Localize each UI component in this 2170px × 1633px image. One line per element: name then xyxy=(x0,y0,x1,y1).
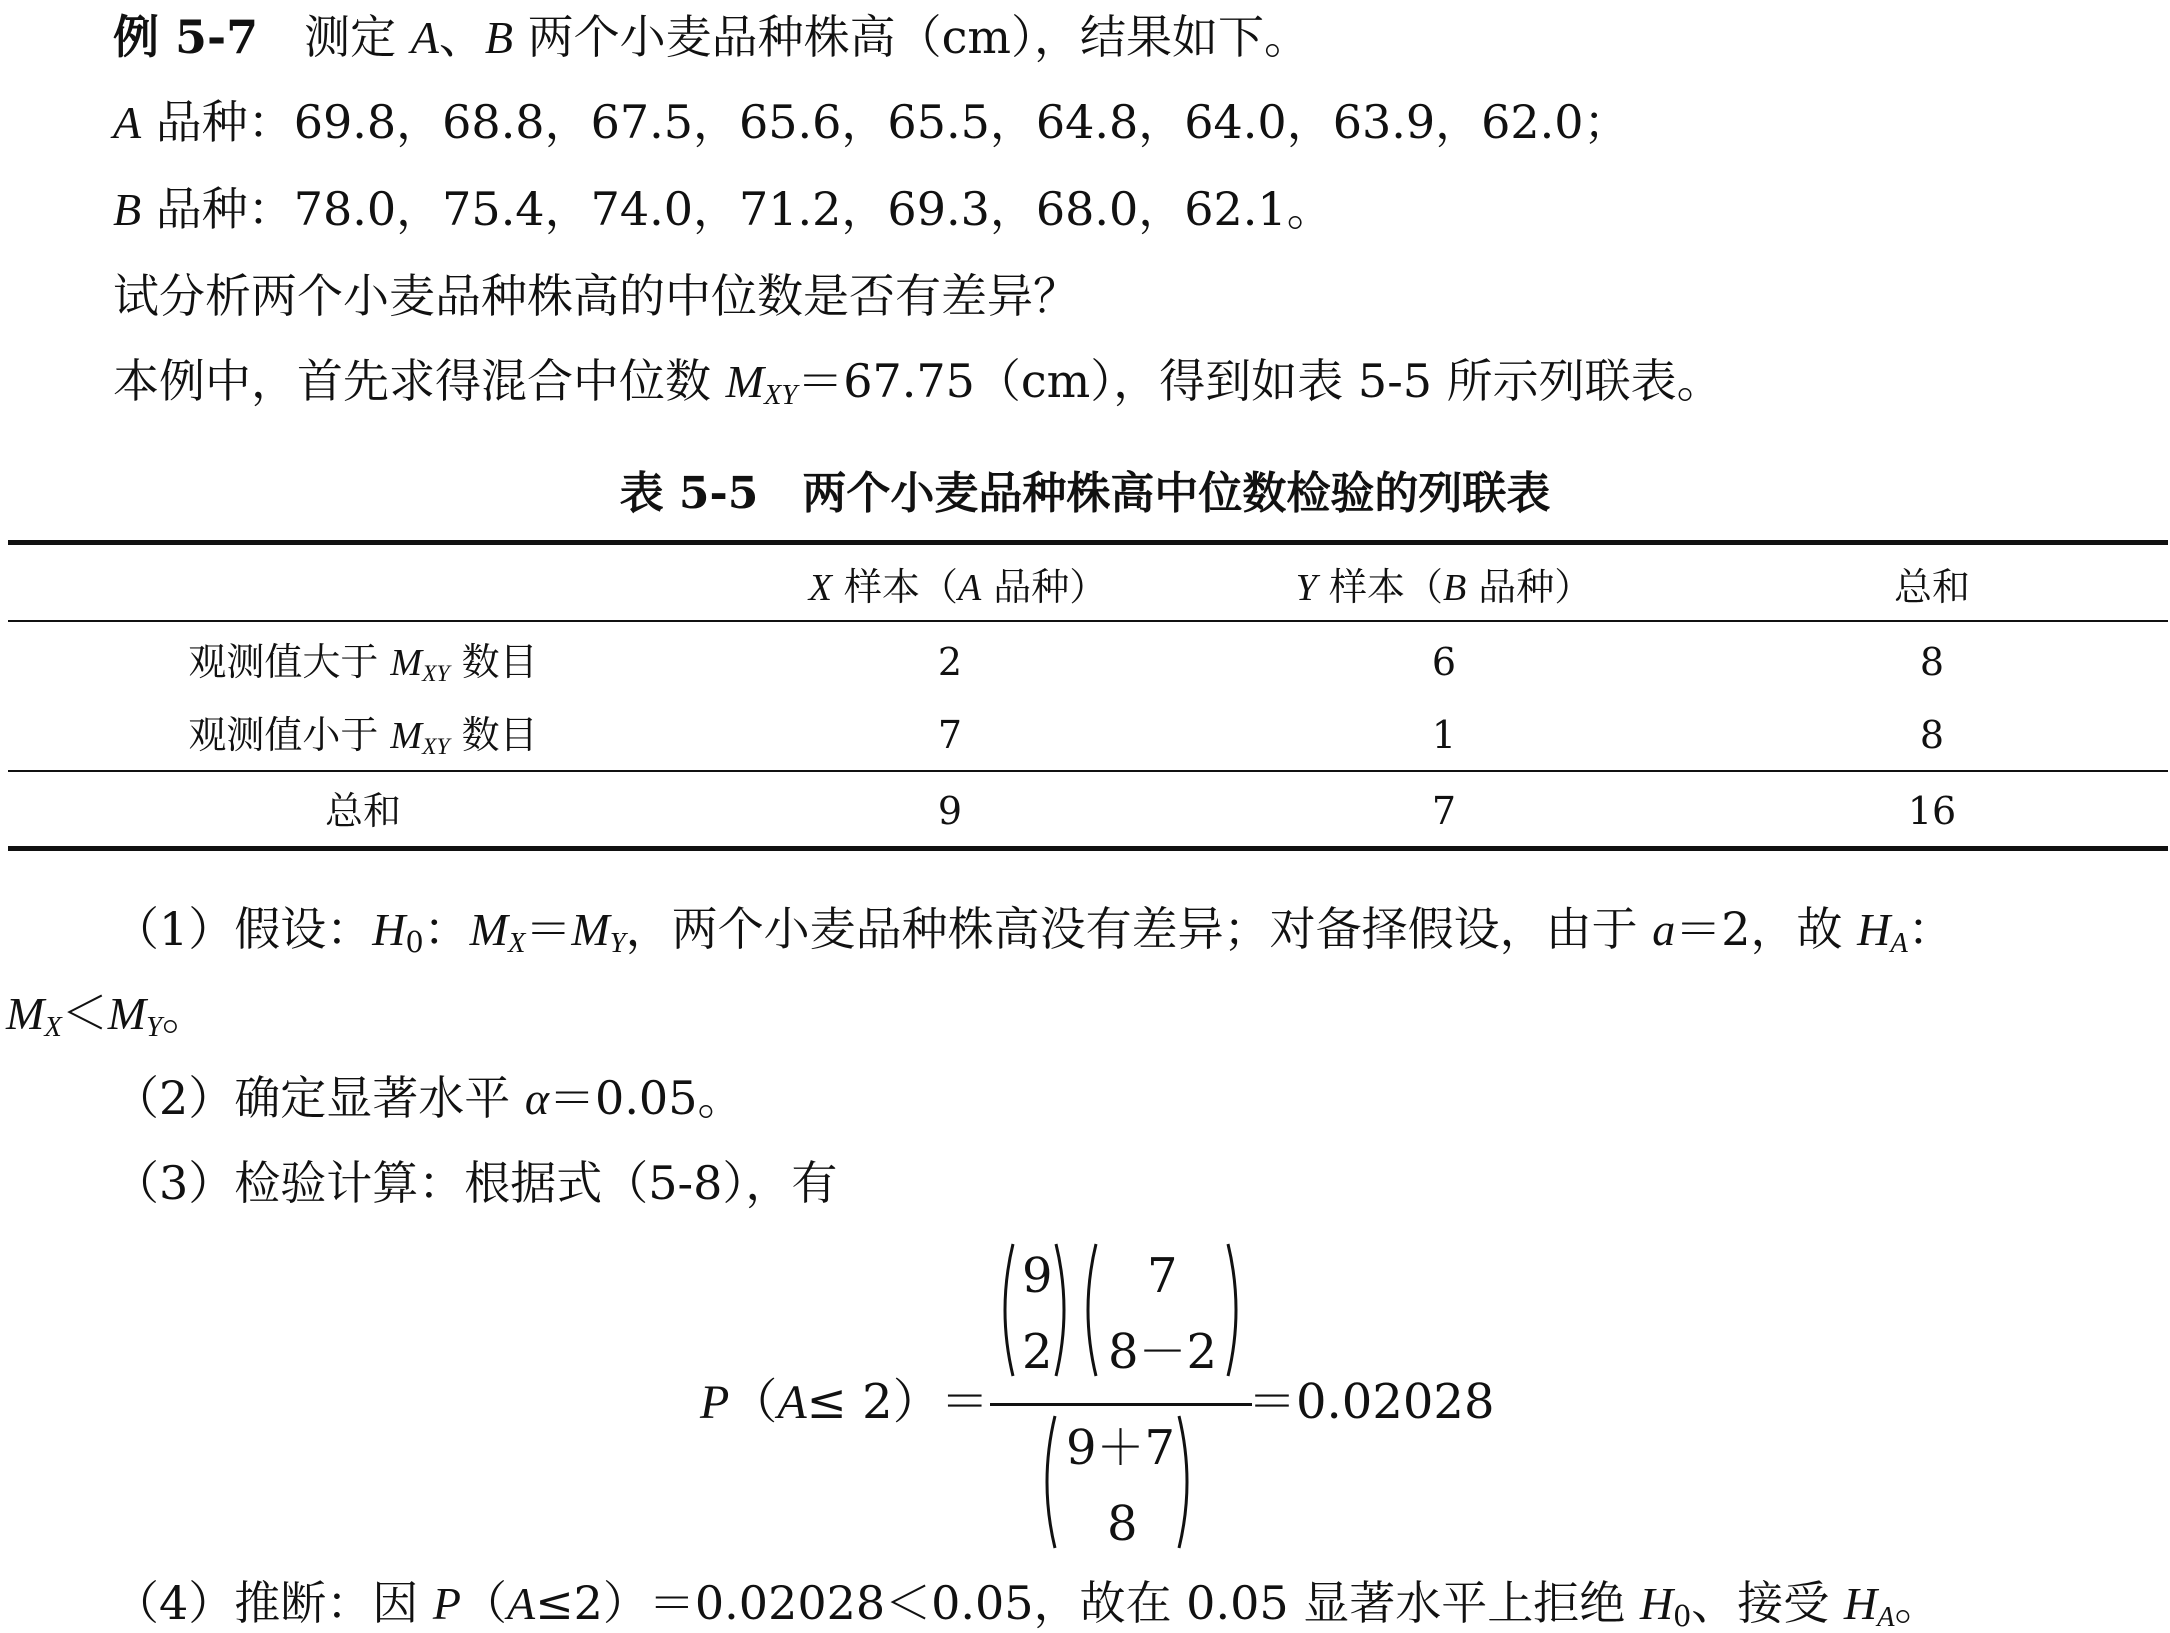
median-statement: 本例中，首先求得混合中位数 $M_{XY}=67.75(cm)$，得到如表 5-5 所示列联表。 xyxy=(113,354,1723,412)
formula-lhs: P（A≤ 2）＝ xyxy=(700,1374,989,1430)
binomial-left-paren xyxy=(1078,1240,1100,1380)
header-total: 总和 xyxy=(1893,565,1971,609)
table-bottom-rule xyxy=(8,846,2168,851)
step-1-hypothesis: （1）假设：$H_0$：$M_X=M_Y$，两个小麦品种株高没有差异；对备择假设，由于 a＝2，故 $H_A$： xyxy=(113,902,1954,960)
step-3-calculation: （3）检验计算：根据式（5-8），有 xyxy=(113,1156,838,1210)
probability-formula xyxy=(700,1240,1500,1560)
example-statement xyxy=(113,10,1310,64)
variety-a-data: A 品种：69.8，68.8，67.5，65.6，65.5，64.8，64.0，63.9，62.0； xyxy=(113,95,1630,149)
example-label: 例 5-7 xyxy=(113,10,259,64)
step-4-inference: （4）推断：因 P（A≤2）＝0.02028＜0.05，故在 0.05 显著水平上拒绝 $H_0$、接受 $H_A$。 xyxy=(113,1576,1941,1633)
cell-total-total: 16 xyxy=(1907,789,1957,833)
binomial-right-paren xyxy=(1224,1240,1246,1380)
cell-less-total: 8 xyxy=(1919,713,1945,757)
row-label-less: 观测值小于 $M_{XY}$ 数目 xyxy=(188,713,538,760)
row-label-total: 总和 xyxy=(324,789,402,833)
binomial-7-6-top: 7 xyxy=(1147,1248,1178,1304)
row-label-greater: 观测值大于 $M_{XY}$ 数目 xyxy=(188,640,538,687)
binomial-left-paren xyxy=(1037,1412,1059,1552)
cell-greater-y: 6 xyxy=(1431,640,1457,684)
variety-b-data: B 品种：78.0，75.4，74.0，71.2，69.3，68.0，62.1。 xyxy=(113,182,1333,236)
binomial-right-paren xyxy=(1052,1240,1074,1380)
binomial-right-paren xyxy=(1175,1412,1197,1552)
cell-greater-x: 2 xyxy=(937,640,963,684)
formula-result: ＝0.02028 xyxy=(1248,1374,1495,1430)
header-x-sample: X 样本（A 品种） xyxy=(808,565,1108,609)
question-text: 试分析两个小麦品种株高的中位数是否有差异？ xyxy=(113,269,1079,323)
cell-less-x: 7 xyxy=(937,713,963,757)
table-top-rule xyxy=(8,540,2168,545)
binomial-16-8-top: 9＋7 xyxy=(1066,1420,1176,1476)
header-y-sample: Y 样本（B 品种） xyxy=(1295,565,1593,609)
step-1-alternative: $M_X<M_Y$。 xyxy=(6,986,208,1044)
example-text: 测定 A、B 两个小麦品种株高（cm），结果如下。 xyxy=(304,10,1310,64)
cell-total-y: 7 xyxy=(1431,789,1457,833)
binomial-7-6-bottom: 8－2 xyxy=(1108,1324,1218,1380)
header-rule xyxy=(8,620,2168,622)
binomial-16-8-bottom: 8 xyxy=(1107,1496,1138,1552)
table-caption: 表 5-5 两个小麦品种株高中位数检验的列联表 xyxy=(619,468,1551,519)
total-rule xyxy=(8,770,2168,772)
step-2-significance: （2）确定显著水平 α＝0.05。 xyxy=(113,1071,744,1125)
binomial-left-paren xyxy=(995,1240,1017,1380)
fraction-bar xyxy=(990,1403,1252,1406)
cell-greater-total: 8 xyxy=(1919,640,1945,684)
binomial-9-2-bottom: 2 xyxy=(1022,1324,1053,1380)
cell-less-y: 1 xyxy=(1431,713,1457,757)
cell-total-x: 9 xyxy=(937,789,963,833)
binomial-9-2-top: 9 xyxy=(1022,1248,1053,1304)
